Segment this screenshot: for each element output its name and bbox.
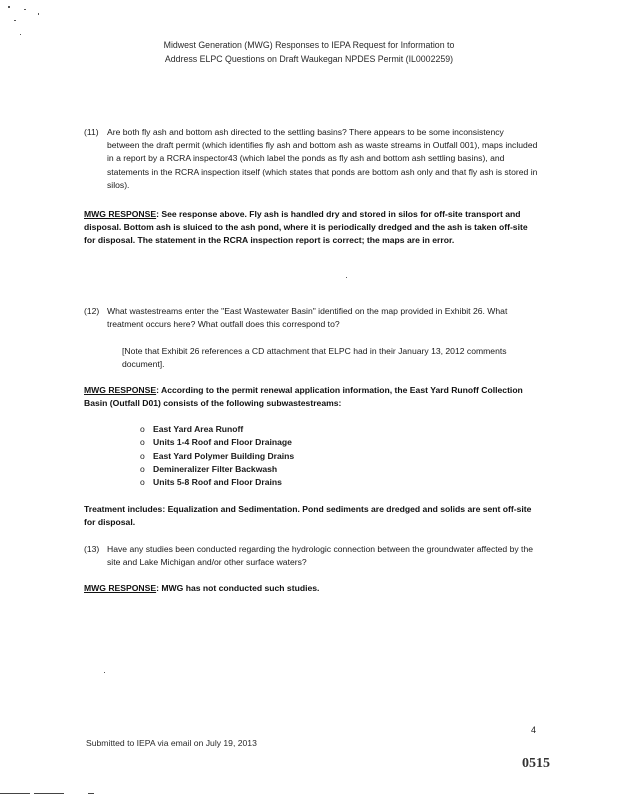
note-text: [Note that Exhibit 26 references a CD attachment that ELPC had in their January 13, 2012 comments document]. <box>122 346 507 370</box>
header-line-2: Address ELPC Questions on Draft Waukegan NPDES Permit (IL0002259) <box>164 54 454 64</box>
question-11 <box>84 126 538 192</box>
bullet: o <box>140 424 145 434</box>
response-text: : See response above. Fly ash is handled dry and stored in silos for off-site transport and disposal. Bottom ash is sluiced to the ash pond, where it is periodically dredged and the ash is taken off-site for disposal. The statement in the RCRA inspection report is correct; the maps are in error. <box>84 209 528 246</box>
response-12 <box>84 384 538 410</box>
question-13 <box>84 543 538 569</box>
list-item-text: East Yard Area Runoff <box>153 424 244 434</box>
scan-speck <box>20 34 21 35</box>
response-label: MWG RESPONSE <box>84 583 157 593</box>
bottom-scan-line <box>0 793 30 794</box>
document-header <box>0 38 618 66</box>
bullet: o <box>140 463 145 474</box>
list-item <box>84 450 538 463</box>
list-item <box>84 476 538 489</box>
question-text: What wastestreams enter the "East Wastewater Basin" identified on the map provided in Exhibit 26. What treatment occurs here? What outfall does this correspond to? <box>107 306 508 330</box>
list-item-text: Demineralizer Filter Backwash <box>153 463 278 474</box>
question-text: Have any studies been conducted regarding the hydrologic connection between the groundwater affected by the site and Lake Michigan and/or other surface waters? <box>107 544 533 568</box>
list-item <box>84 423 538 436</box>
list-item-text: Units 5-8 Roof and Floor Drains <box>153 477 282 488</box>
header-line-1: Midwest Generation (MWG) Responses to IEPA Request for Information to <box>163 40 455 50</box>
question-12 <box>84 305 538 331</box>
scan-speck <box>104 672 105 673</box>
page-number: 4 <box>531 725 537 735</box>
bullet: o <box>140 437 145 448</box>
bullet: o <box>140 477 145 488</box>
treatment-text: Treatment includes: Equalization and Sedimentation. Pond sediments are dredged and solids are sent off-site for disposal. <box>84 504 532 528</box>
response-label: MWG RESPONSE <box>84 209 157 219</box>
bottom-scan-line <box>88 793 94 794</box>
list-item <box>84 463 538 476</box>
response-text: : MWG has not conducted such studies. <box>156 583 320 593</box>
response-label: MWG RESPONSE <box>84 385 157 395</box>
subwastestream-list <box>84 423 538 489</box>
response-13 <box>84 582 538 595</box>
response-text: : According to the permit renewal application information, the East Yard Runoff Collection Basin (Outfall D01) consists of the following subwastestreams: <box>84 385 523 409</box>
submission-footer: Submitted to IEPA via email on July 19, 2013 <box>86 738 257 748</box>
question-12-note <box>84 345 538 371</box>
scan-speck <box>24 9 26 10</box>
scan-speck <box>8 6 10 8</box>
bottom-scan-line <box>34 793 64 794</box>
question-number: (11) <box>84 127 99 137</box>
response-11 <box>84 208 538 248</box>
scan-speck <box>14 20 16 21</box>
question-number: (13) <box>84 544 100 554</box>
list-item-text: East Yard Polymer Building Drains <box>153 450 295 461</box>
scan-speck <box>346 277 347 278</box>
scan-speck <box>38 13 39 15</box>
question-text: Are both fly ash and bottom ash directed to the settling basins? There appears to be some inconsistency between the draft permit (which identifies fly ash and bottom ash as waste streams in Outfall 001), maps included in a report by a RCRA inspector43 (which label the ponds as fly ash and bottom ash settling basins), and statements in the RCRA inspection itself (which states that ponds are bottom ash only and that fly ash is stored in silos). <box>107 127 538 190</box>
bullet: o <box>140 450 145 461</box>
list-item <box>84 436 538 449</box>
bates-stamp: 0515 <box>522 756 550 771</box>
list-item-text: Units 1-4 Roof and Floor Drainage <box>153 437 292 448</box>
question-number: (12) <box>84 306 100 316</box>
